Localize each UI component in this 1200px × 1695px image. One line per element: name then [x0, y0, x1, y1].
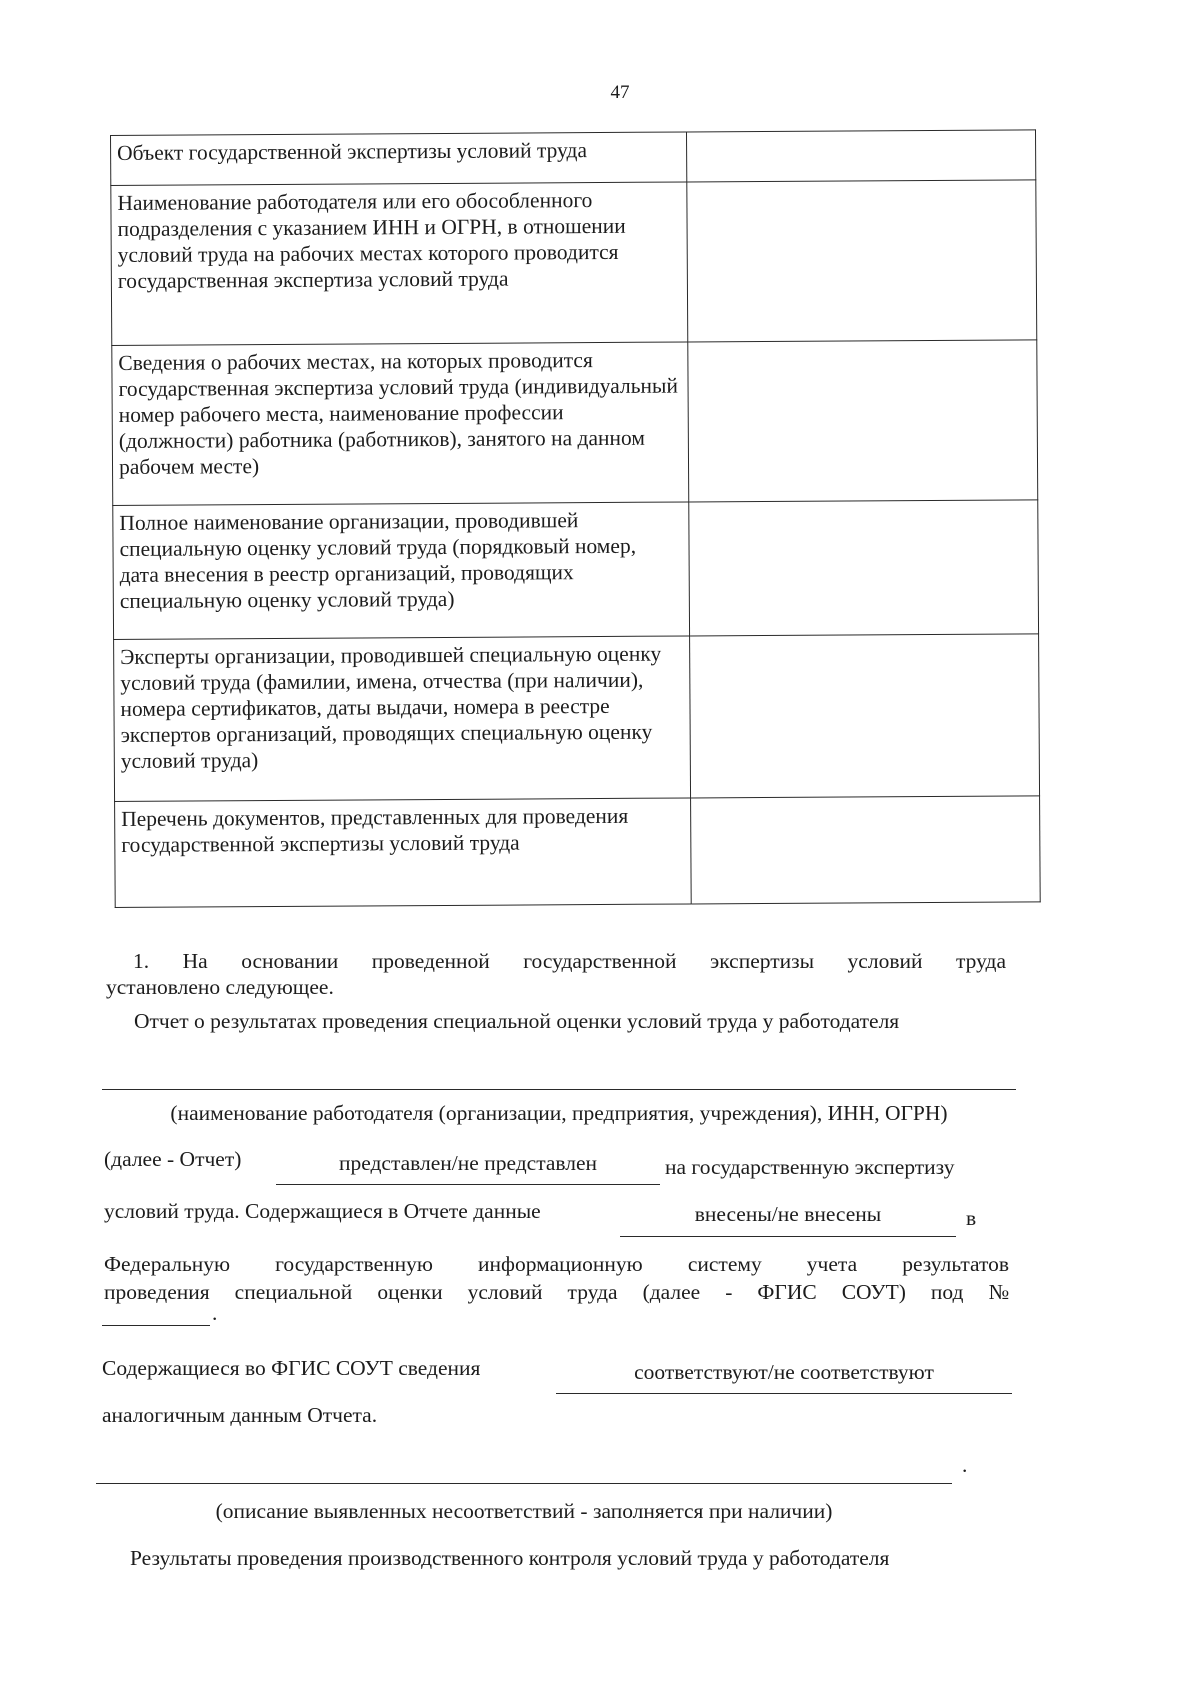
- table-row: [112, 340, 1038, 506]
- row-value-organization-experts[interactable]: [689, 634, 1039, 798]
- row-label-assessment-organization: Полное наименование организации, проводившей специальную оценку условий труда (порядковый номер, дата внесения в реестр организаций, проводящих специальную оценку условий труда): [113, 502, 690, 640]
- row-label-organization-experts: Эксперты организации, проводившей специальную оценку условий труда (фамилии, имена, отчества (при наличии), номера сертификатов, даты выдачи, номера в реестре экспертов организаций, проводящих специальную оценку условий труда): [114, 636, 691, 802]
- production-control-text: Результаты проведения производственного контроля условий труда у работодателя: [130, 1546, 890, 1570]
- fgis-number-field[interactable]: [102, 1325, 210, 1326]
- row-value-workplaces[interactable]: [688, 340, 1038, 502]
- row-value-expertise-object[interactable]: [686, 130, 1035, 182]
- row-value-documents-list[interactable]: [690, 796, 1040, 904]
- employer-name-caption: (наименование работодателя (организации, предприятия, учреждения), ИНН, ОГРН): [170, 1101, 948, 1125]
- table-row: [113, 500, 1039, 640]
- compare-suffix-text: аналогичным данным Отчета.: [102, 1403, 378, 1427]
- fgis-line-1: Федеральную государственную информационную систему учета результатов: [104, 1252, 1009, 1276]
- table-row: [111, 130, 1036, 186]
- row-label-documents-list: Перечень документов, представленных для проведения государственной экспертизы условий труда: [115, 798, 692, 908]
- data-suffix-text: в: [966, 1206, 977, 1230]
- report-submitted-field[interactable]: [276, 1184, 660, 1185]
- row-value-employer-name[interactable]: [687, 180, 1037, 342]
- discrepancy-caption: (описание выявленных несоответствий - заполняется при наличии): [215, 1499, 833, 1523]
- report-prefix-text: (далее - Отчет): [104, 1147, 242, 1171]
- fgis-number-end: .: [212, 1301, 218, 1325]
- row-label-employer-name: Наименование работодателя или его обособленного подразделения с указанием ИНН и ОГРН, в отношении условий труда на рабочих местах которого проводится государственная экспертиза условий труда: [111, 182, 688, 346]
- page-number: 47: [610, 82, 630, 103]
- employer-name-field[interactable]: [102, 1089, 1016, 1090]
- expertise-info-table: [110, 129, 1041, 908]
- report-data-prefix-text: условий труда. Содержащиеся в Отчете данные: [104, 1199, 541, 1223]
- row-value-assessment-organization[interactable]: [689, 500, 1039, 636]
- compare-option[interactable]: соответствуют/не соответствуют: [634, 1360, 934, 1384]
- fgis-line-2: проведения специальной оценки условий труда (далее - ФГИС СОУТ) под №: [104, 1280, 1009, 1304]
- discrepancy-field[interactable]: [96, 1483, 952, 1484]
- row-label-expertise-object: Объект государственной экспертизы условий труда: [111, 132, 687, 186]
- report-submitted-option[interactable]: представлен/не представлен: [338, 1151, 598, 1175]
- compare-field[interactable]: [556, 1393, 1012, 1394]
- row-label-workplaces: Сведения о рабочих местах, на которых проводится государственная экспертиза условий труда (индивидуальный номер рабочего места, наименование профессии (должности) работника (работников), занятого на данном рабочем месте): [112, 342, 689, 506]
- discrepancy-end: .: [962, 1453, 968, 1477]
- table-row: [111, 180, 1037, 346]
- report-suffix-text: на государственную экспертизу: [665, 1155, 955, 1179]
- compare-prefix-text: Содержащиеся во ФГИС СОУТ сведения: [102, 1356, 481, 1380]
- data-entered-option[interactable]: внесены/не внесены: [694, 1202, 882, 1226]
- section1-established-text: установлено следующее.: [106, 975, 334, 999]
- report-results-text: Отчет о результатах проведения специальной оценки условий труда у работодателя: [134, 1009, 900, 1033]
- table-row: [115, 796, 1041, 908]
- table-row: [114, 634, 1040, 802]
- section1-intro-line: 1. На основании проведенной государственной экспертизы условий труда: [133, 949, 1006, 973]
- data-entered-field[interactable]: [620, 1236, 956, 1237]
